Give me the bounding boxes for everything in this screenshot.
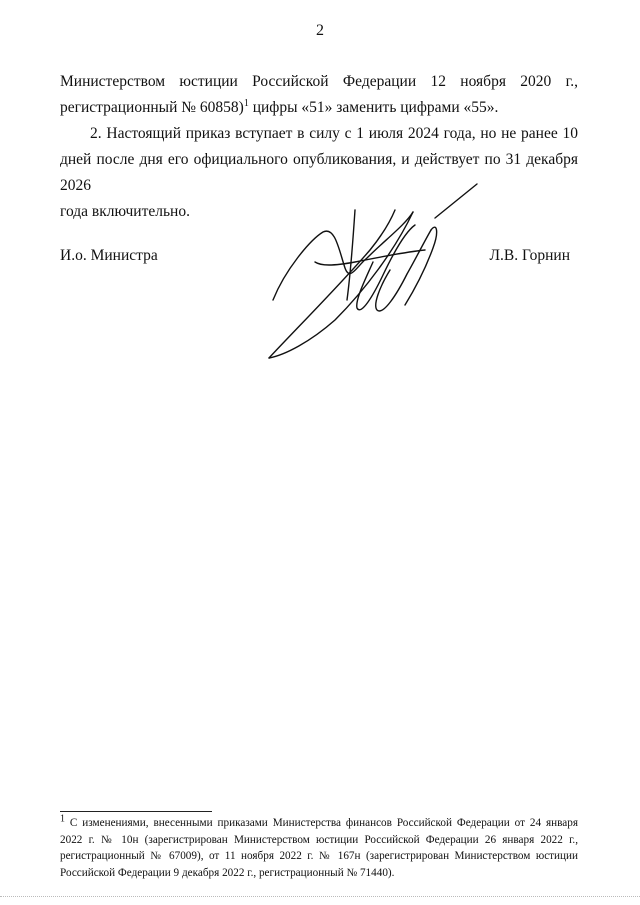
footnote-line-1-text: С изменениями, внесенными приказами Министерства финансов Российской Федерации от 24 января (65, 817, 578, 829)
footnote (60, 815, 578, 881)
footnote-line-2: 2022 г. № 10н (зарегистрирован Министерством юстиции Российской Федерации 26 января 2022 г., (60, 833, 578, 846)
scan-edge (0, 896, 640, 897)
signer-position: И.о. Министра (60, 247, 158, 264)
paragraph-1-line-2 (60, 95, 578, 121)
paragraph-1-line-2-end: цифры «51» заменить цифрами «55». (248, 99, 499, 116)
footnote-marker: 1 (60, 813, 65, 825)
footnote-line-3: регистрационный № 67009), от 11 ноября 2022 г. № 167н (зарегистрирован Министерством юстиции (60, 850, 578, 862)
page-number: 2 (316, 22, 324, 39)
paragraph-1-line-2-start: регистрационный № 60858) (60, 99, 244, 116)
paragraph-1-line-1: Министерством юстиции Российской Федерации 12 ноября 2020 г., (60, 73, 578, 90)
footnote-separator (60, 811, 212, 812)
signer-name: Л.В. Горнин (489, 247, 570, 264)
paragraph-2-line-1: 2. Настоящий приказ вступает в силу с 1 июля 2024 года, но не ранее 10 (90, 125, 578, 142)
paragraph-1 (60, 69, 578, 121)
footnote-line-4: Российской Федерации 9 декабря 2022 г., регистрационный № 71440). (60, 866, 395, 879)
footnote-line-1 (60, 815, 578, 832)
paragraph-2-line-2: дней после дня его официального опубликования, и действует по 31 декабря 2026 (60, 151, 578, 194)
footnote-reference: 1 (243, 97, 249, 109)
paragraph-2-line-3: года включительно. (60, 203, 190, 220)
handwritten-signature (255, 170, 495, 370)
